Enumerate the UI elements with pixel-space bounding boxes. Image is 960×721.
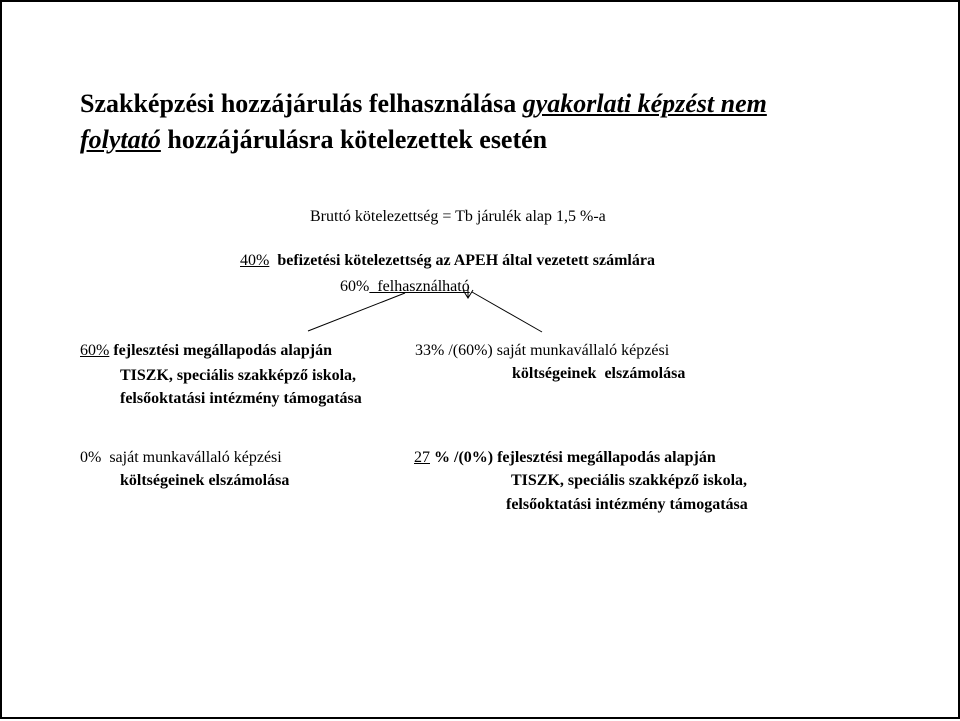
title-part-3: folytató (80, 125, 161, 154)
left-branch-line-2: TISZK, speciális szakképző iskola, (120, 367, 357, 384)
bottom-left-line-1 (80, 448, 282, 467)
split-40-pct: 40% (240, 252, 270, 269)
split-60-pct: 60% (340, 278, 370, 295)
bottom-left-line-2: költségeinek elszámolása (120, 472, 290, 489)
split-60-text: felhasználható (369, 278, 470, 295)
left-branch-pct: 60% (80, 342, 110, 359)
right-branch-line-1 (415, 341, 669, 360)
right-branch-text-1: 33% /(60%) saját munkavállaló képzési (415, 342, 670, 359)
bottom-right-line-2: TISZK, speciális szakképző iskola, (511, 472, 748, 489)
title-part-1: Szakképzési hozzájárulás felhasználása (80, 89, 523, 118)
left-branch-line-1 (80, 341, 332, 360)
bottom-right-pct: 27 (414, 449, 430, 466)
right-branch-line-2: költségeinek elszámolása (512, 365, 686, 382)
title-part-2: gyakorlati képzést nem (522, 89, 767, 118)
branch-left (308, 293, 405, 331)
bottom-left-text-1: 0% saját munkavállaló képzési (80, 449, 282, 466)
title-part-4: hozzájárulásra kötelezettek esetén (160, 125, 548, 154)
left-branch-text-1: fejlesztési megállapodás alapján (109, 342, 332, 359)
branch-connectors (2, 2, 960, 721)
bottom-right-text-1: % /(0%) fejlesztési megállapodás alapján (430, 449, 716, 466)
branch-right (472, 292, 542, 332)
bottom-right-line-1 (414, 448, 716, 467)
bottom-right-line-3: felsőoktatási intézmény támogatása (506, 496, 748, 513)
split-40-text: befizetési kötelezettség az APEH által vezetett számlára (269, 252, 655, 269)
formula-line: Bruttó kötelezettség = Tb járulék alap 1,5 %-a (310, 208, 606, 225)
left-branch-line-3: felsőoktatási intézmény támogatása (120, 390, 362, 407)
